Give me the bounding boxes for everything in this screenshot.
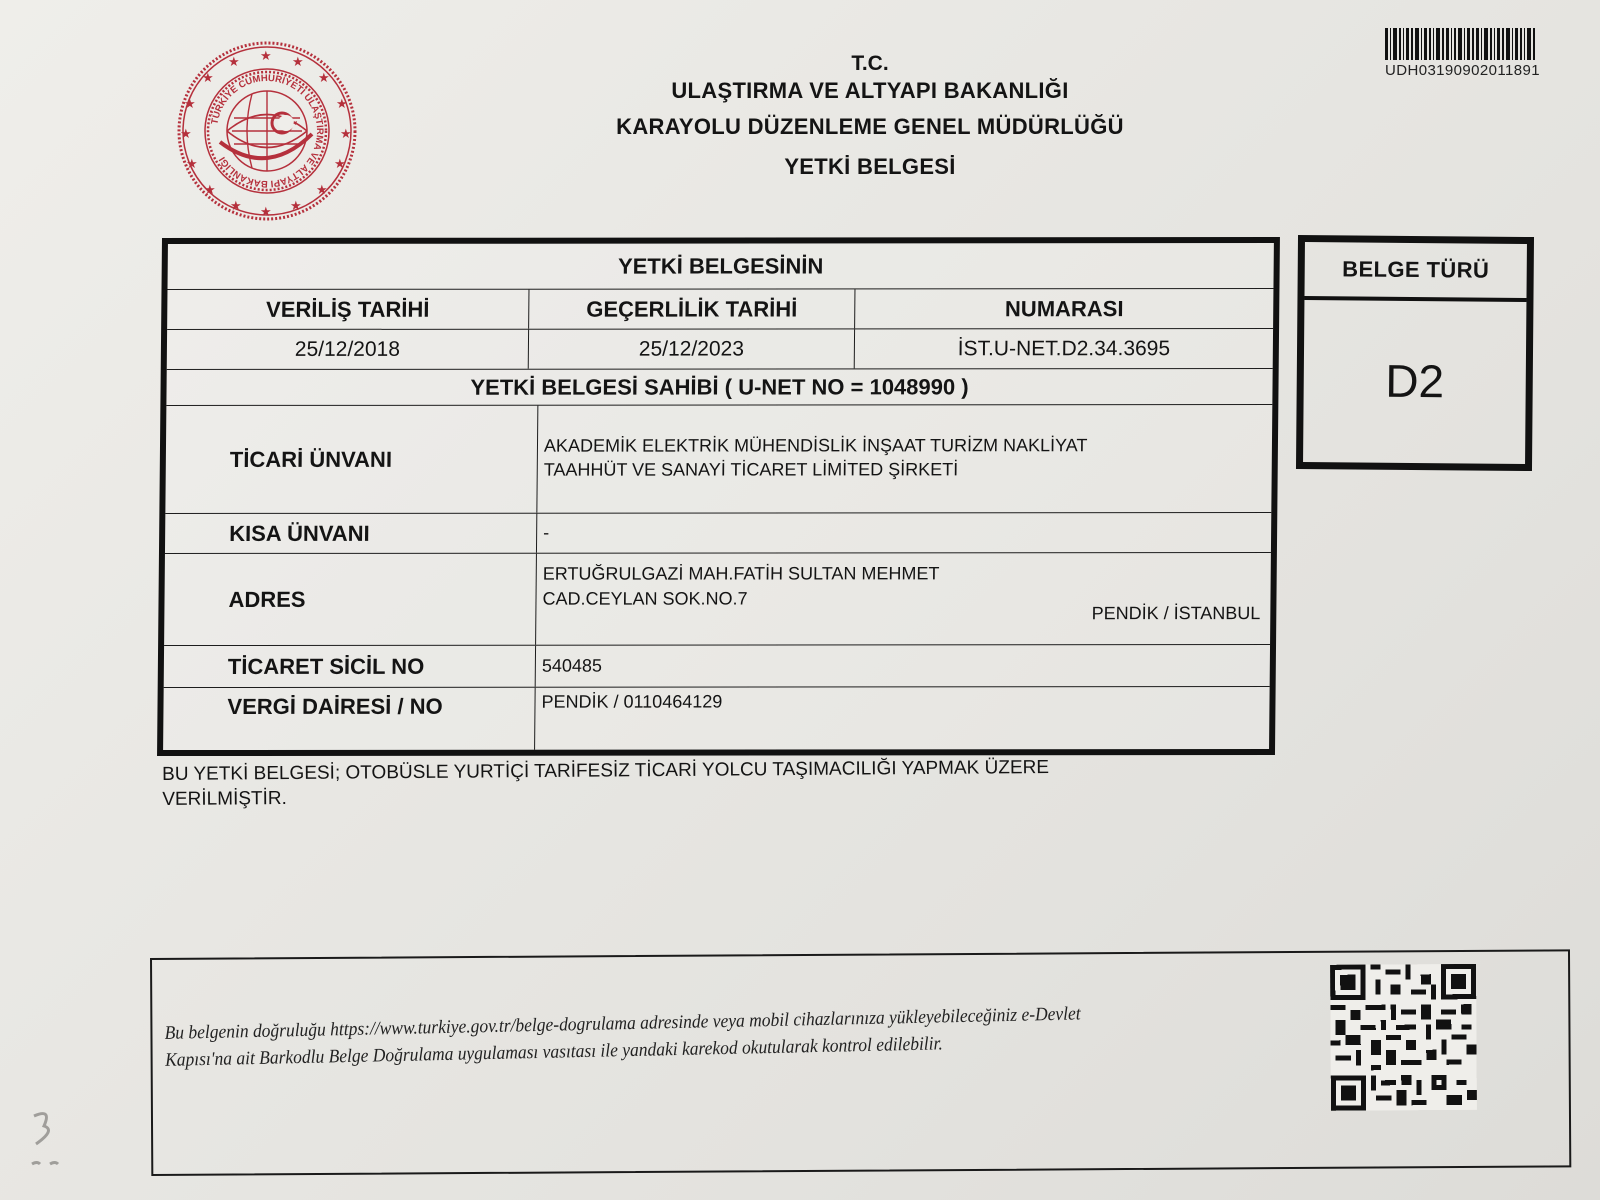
embossed-mark <box>22 1108 82 1178</box>
verification-box <box>150 949 1571 1176</box>
trade-name-line-2: TAAHHÜT VE SANAYİ TİCARET LİMİTED ŞİRKETİ <box>543 459 959 480</box>
svg-text:★: ★ <box>184 96 196 111</box>
address-line-1: ERTUĞRULGAZİ MAH.FATİH SULTAN MEHMET <box>542 563 940 584</box>
svg-text:TÜRKİYE CUMHURİYETİ ULAŞTIRMA: TÜRKİYE CUMHURİYETİ ULAŞTIRMA VE ALTYAPI BAKANLIĞI <box>209 72 326 190</box>
svg-text:★: ★ <box>204 182 216 197</box>
svg-text:★: ★ <box>260 204 272 219</box>
document-type-box <box>1296 235 1534 471</box>
svg-text:★: ★ <box>260 48 272 63</box>
issue-date-header: VERİLİŞ TARİHİ <box>167 290 529 329</box>
trade-registry-label: TİCARET SİCİL NO <box>164 646 536 687</box>
validity-date-header: GEÇERLİLİK TARİHİ <box>529 289 855 328</box>
svg-text:★: ★ <box>202 70 214 85</box>
document-type-value: D2 <box>1385 354 1445 408</box>
ministry-name: ULAŞTIRMA VE ALTYAPI BAKANLIĞI <box>671 78 1069 103</box>
short-name-label: KISA ÜNVANI <box>165 514 537 553</box>
statement-line-1: BU YETKİ BELGESİ; OTOBÜSLE YURTİÇİ TARİFESİZ TİCARİ YOLCU TAŞIMACILIĞI YAPMAK ÜZERE <box>162 757 1050 785</box>
address-row <box>164 553 1271 646</box>
tax-office-row <box>163 687 1270 750</box>
barcode-icon <box>1385 28 1600 60</box>
ministry-seal-icon <box>172 38 362 224</box>
svg-text:★: ★ <box>292 54 304 69</box>
owner-title-row <box>166 369 1272 406</box>
tax-office-label: VERGİ DAİRESİ / NO <box>163 688 536 750</box>
authorization-statement <box>162 754 1172 812</box>
trade-name-row <box>165 405 1272 514</box>
certificate-table <box>157 237 1280 756</box>
issue-date-value: 25/12/2018 <box>167 330 529 369</box>
short-name-value: - <box>543 522 550 543</box>
section-title-row <box>168 243 1274 290</box>
tax-office-value: PENDİK / 0110464129 <box>541 691 723 712</box>
document-type-label: BELGE TÜRÜ <box>1304 242 1526 302</box>
section-title: YETKİ BELGESİNİN <box>617 252 824 279</box>
document-title: YETKİ BELGESİ <box>784 154 956 179</box>
barcode-number: UDH03190902011891 <box>1385 62 1540 79</box>
trade-name-value <box>537 405 1272 513</box>
svg-text:★: ★ <box>316 182 328 197</box>
svg-text:★: ★ <box>230 198 242 213</box>
address-line-2: CAD.CEYLAN SOK.NO.7 <box>542 588 748 609</box>
svg-text:★: ★ <box>340 126 352 141</box>
svg-text:★: ★ <box>186 156 198 171</box>
validity-date-value: 25/12/2023 <box>529 329 855 368</box>
column-value-row <box>167 329 1273 370</box>
verification-line-1: Bu belgenin doğruluğu https://www.turkiye.gov.tr/belge-dogrulama adresinde veya mobil cihazlarınıza yükleyebileceğiniz e-Devlet <box>164 1003 1081 1044</box>
short-name-row <box>165 513 1271 554</box>
address-value <box>536 553 1271 645</box>
state-abbreviation: T.C. <box>851 52 889 75</box>
address-label: ADRES <box>164 554 537 645</box>
number-header: NUMARASI <box>1004 295 1124 321</box>
svg-text:★: ★ <box>318 70 330 85</box>
svg-text:★: ★ <box>180 126 192 141</box>
trade-registry-row <box>164 645 1270 688</box>
document-header <box>560 52 1180 182</box>
trade-name-label: TİCARİ ÜNVANI <box>165 406 538 513</box>
owner-title: YETKİ BELGESİ SAHİBİ ( U-NET NO = 1048990 ) <box>470 373 969 400</box>
statement-line-2: VERİLMİŞTİR. <box>162 788 287 810</box>
trade-name-line-1: AKADEMİK ELEKTRİK MÜHENDİSLİK İNŞAAT TURİZM NAKLİYAT <box>543 435 1088 456</box>
barcode <box>1385 28 1600 79</box>
column-header-row <box>167 289 1273 330</box>
directorate-name: KARAYOLU DÜZENLEME GENEL MÜDÜRLÜĞÜ <box>616 114 1124 139</box>
svg-text:★: ★ <box>290 198 302 213</box>
certificate-number-value: İST.U-NET.D2.34.3695 <box>957 336 1171 360</box>
qr-code-icon[interactable] <box>1330 964 1477 1111</box>
svg-text:★: ★ <box>334 156 346 171</box>
verification-line-2: Kapısı'na ait Barkodlu Belge Doğrulama uygulaması vasıtası ile yandaki karekod okutularak kontrol edilebilir. <box>164 1033 943 1071</box>
address-district: PENDİK / İSTANBUL <box>1091 603 1261 624</box>
trade-registry-value: 540485 <box>541 655 603 676</box>
verification-text <box>164 998 1195 1074</box>
svg-text:★: ★ <box>228 54 240 69</box>
svg-text:★: ★ <box>336 96 348 111</box>
